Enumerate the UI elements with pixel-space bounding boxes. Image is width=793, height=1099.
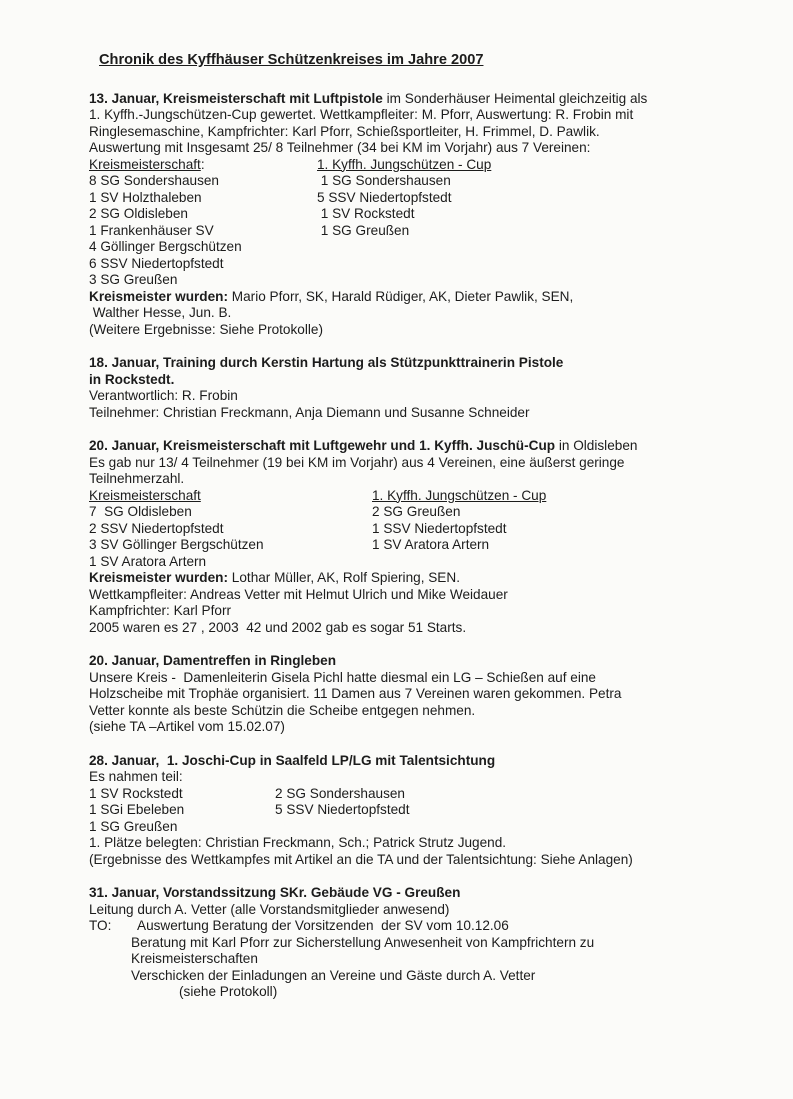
results-right-header: 1. Kyffh. Jungschützen - Cup (317, 156, 492, 172)
entry-18-januar (89, 355, 779, 421)
result-left: 4 Göllinger Bergschützen (89, 239, 242, 254)
entry-text: Vetter konnte als beste Schützin die Scheibe entgegen nehmen. (89, 702, 476, 718)
agenda-row (89, 918, 779, 935)
result-right: 2 SG Greußen (372, 504, 461, 519)
result-left: 2 SG Oldisleben (89, 206, 188, 221)
agenda-note: (siehe Protokoll) (179, 984, 278, 999)
results-row (89, 819, 779, 836)
entry-text: Verantwortlich: R. Frobin (89, 388, 238, 403)
entry-28-januar (89, 753, 779, 869)
agenda-item: Beratung mit Karl Pforr zur Sicherstellung Anwesenheit von Kampfrichtern zu (131, 934, 595, 950)
entry-text: Es nahmen teil: (89, 769, 183, 784)
result-left: 1 SV Holzthaleben (89, 189, 202, 205)
results-left-header: Kreismeisterschaft (89, 487, 201, 503)
result-left: 1 Frankenhäuser SV (89, 222, 214, 238)
agenda-label: TO: (89, 918, 112, 933)
entry-20-januar-damen (89, 653, 779, 736)
result-left: 1 SG Greußen (89, 818, 178, 834)
entry-text: Teilnehmerzahl. (89, 471, 185, 486)
document-page (89, 52, 779, 1018)
results-row (89, 554, 779, 571)
entry-text: (siehe TA –Artikel vom 15.02.07) (89, 719, 285, 734)
entry-text: 1. Plätze belegten: Christian Freckmann, Sch.; Patrick Strutz Jugend. (89, 835, 507, 850)
entry-heading-line (89, 438, 779, 455)
entry-31-januar (89, 885, 779, 1001)
entry-text: Wettkampfleiter: Andreas Vetter mit Helmut Ulrich und Mike Weidauer (89, 586, 508, 602)
kreismeister-line (89, 289, 779, 306)
results-right-header: 1. Kyffh. Jungschützen - Cup (372, 487, 547, 503)
results-row (89, 256, 779, 273)
agenda-item: Verschicken der Einladungen an Vereine und Gäste durch A. Vetter (131, 967, 536, 983)
results-header (89, 157, 779, 174)
entry-heading: 28. Januar, 1. Joschi-Cup in Saalfeld LP/LG mit Talentsichtung (89, 752, 496, 768)
results-row (89, 504, 779, 521)
results-row (89, 190, 779, 207)
entry-text: Unsere Kreis - Damenleiterin Gisela Pichl hatte diesmal ein LG – Schießen auf eine (89, 669, 596, 685)
entry-text: Leitung durch A. Vetter (alle Vorstandsmitglieder anwesend) (89, 901, 450, 917)
result-right: 5 SSV Niedertopfstedt (317, 189, 452, 205)
result-right: 5 SSV Niedertopfstedt (275, 802, 410, 817)
result-left: 3 SG Greußen (89, 272, 178, 287)
results-row (89, 802, 779, 819)
entry-text: Holzscheibe mit Trophäe organisiert. 11 Damen aus 7 Vereinen waren gekommen. Petra (89, 686, 622, 701)
entry-heading: 18. Januar, Training durch Kerstin Hartung als Stützpunkttrainerin Pistole (89, 355, 564, 370)
page-title: Chronik des Kyffhäuser Schützenkreises im Jahre 2007 (99, 52, 484, 68)
result-left: 1 SV Aratora Artern (89, 553, 207, 569)
entry-heading-rest: in Oldisleben (555, 438, 638, 453)
result-right: 1 SSV Niedertopfstedt (372, 520, 507, 536)
kreismeister-names: Lothar Müller, AK, Rolf Spiering, SEN. (228, 570, 460, 585)
results-row (89, 223, 779, 240)
results-row (89, 206, 779, 223)
kreismeister-line (89, 570, 779, 587)
entry-heading: 20. Januar, Damentreffen in Ringleben (89, 653, 337, 668)
result-left: 2 SSV Niedertopfstedt (89, 520, 224, 536)
entry-text: Kampfrichter: Karl Pforr (89, 603, 232, 618)
entry-note: (Weitere Ergebnisse: Siehe Protokolle) (89, 321, 323, 337)
kreismeister-names: Mario Pforr, SK, Harald Rüdiger, AK, Dieter Pawlik, SEN, (228, 288, 574, 304)
kreismeister-label: Kreismeister wurden: (89, 288, 229, 304)
entry-text: Es gab nur 13/ 4 Teilnehmer (19 bei KM im Vorjahr) aus 4 Vereinen, eine äußerst geringe (89, 454, 625, 470)
results-row (89, 173, 779, 190)
entry-13-januar (89, 91, 779, 339)
result-right: 1 SG Sondershausen (317, 173, 451, 188)
header-colon: : (200, 156, 205, 172)
result-right: 1 SV Aratora Artern (372, 537, 490, 552)
entry-text: 2005 waren es 27 , 2003 42 und 2002 gab es sogar 51 Starts. (89, 619, 467, 635)
entry-heading-cont: in Rockstedt. (89, 371, 175, 387)
entry-text: 1. Kyffh.-Jungschützen-Cup gewertet. Wettkampfleiter: M. Pforr, Auswertung: R. Frobin mit (89, 107, 634, 122)
result-right: 1 SV Rockstedt (317, 206, 415, 221)
kreismeisterschaft-label: Kreismeisterschaft (89, 156, 201, 172)
entry-20-januar-lg (89, 438, 779, 636)
agenda-item-cont: Kreismeisterschaften (131, 951, 258, 966)
result-right: 2 SG Sondershausen (275, 785, 405, 801)
result-left: 1 SV Rockstedt (89, 785, 183, 801)
result-left: 7 SG Oldisleben (89, 504, 192, 519)
agenda-item: Auswertung Beratung der Vorsitzenden der SV vom 10.12.06 (137, 918, 509, 933)
entry-heading: 31. Januar, Vorstandssitzung SKr. Gebäude VG - Greußen (89, 885, 461, 900)
result-left: 3 SV Göllinger Bergschützen (89, 537, 264, 552)
result-left: 6 SSV Niedertopfstedt (89, 255, 224, 271)
entry-heading: 20. Januar, Kreismeisterschaft mit Luftgewehr und 1. Kyffh. Juschü-Cup (89, 438, 556, 453)
results-row (89, 537, 779, 554)
entry-text: Ringlesemaschine, Kampfrichter: Karl Pforr, Schießsportleiter, H. Frimmel, D. Pawlik. (89, 123, 600, 139)
result-left: 8 SG Sondershausen (89, 173, 219, 188)
results-row (89, 239, 779, 256)
results-header (89, 488, 779, 505)
entry-text: Auswertung mit Insgesamt 25/ 8 Teilnehmer (34 bei KM im Vorjahr) aus 7 Vereinen: (89, 140, 591, 155)
entry-text: (Ergebnisse des Wettkampfes mit Artikel an die TA und der Talentsichtung: Siehe Anlagen) (89, 851, 633, 867)
results-row (89, 272, 779, 289)
entry-text: Teilnehmer: Christian Freckmann, Anja Diemann und Susanne Schneider (89, 404, 530, 420)
entry-heading: 13. Januar, Kreismeisterschaft mit Luftpistole (89, 90, 383, 106)
entry-heading-rest: im Sonderhäuser Heimental gleichzeitig als (382, 90, 648, 106)
results-left-header (89, 157, 317, 174)
results-row (89, 786, 779, 803)
entry-heading-line (89, 91, 779, 108)
kreismeister-names-cont: Walther Hesse, Jun. B. (89, 305, 232, 320)
result-left: 1 SGi Ebeleben (89, 802, 185, 817)
results-row (89, 521, 779, 538)
kreismeister-label: Kreismeister wurden: (89, 570, 229, 585)
result-right: 1 SG Greußen (317, 222, 410, 238)
